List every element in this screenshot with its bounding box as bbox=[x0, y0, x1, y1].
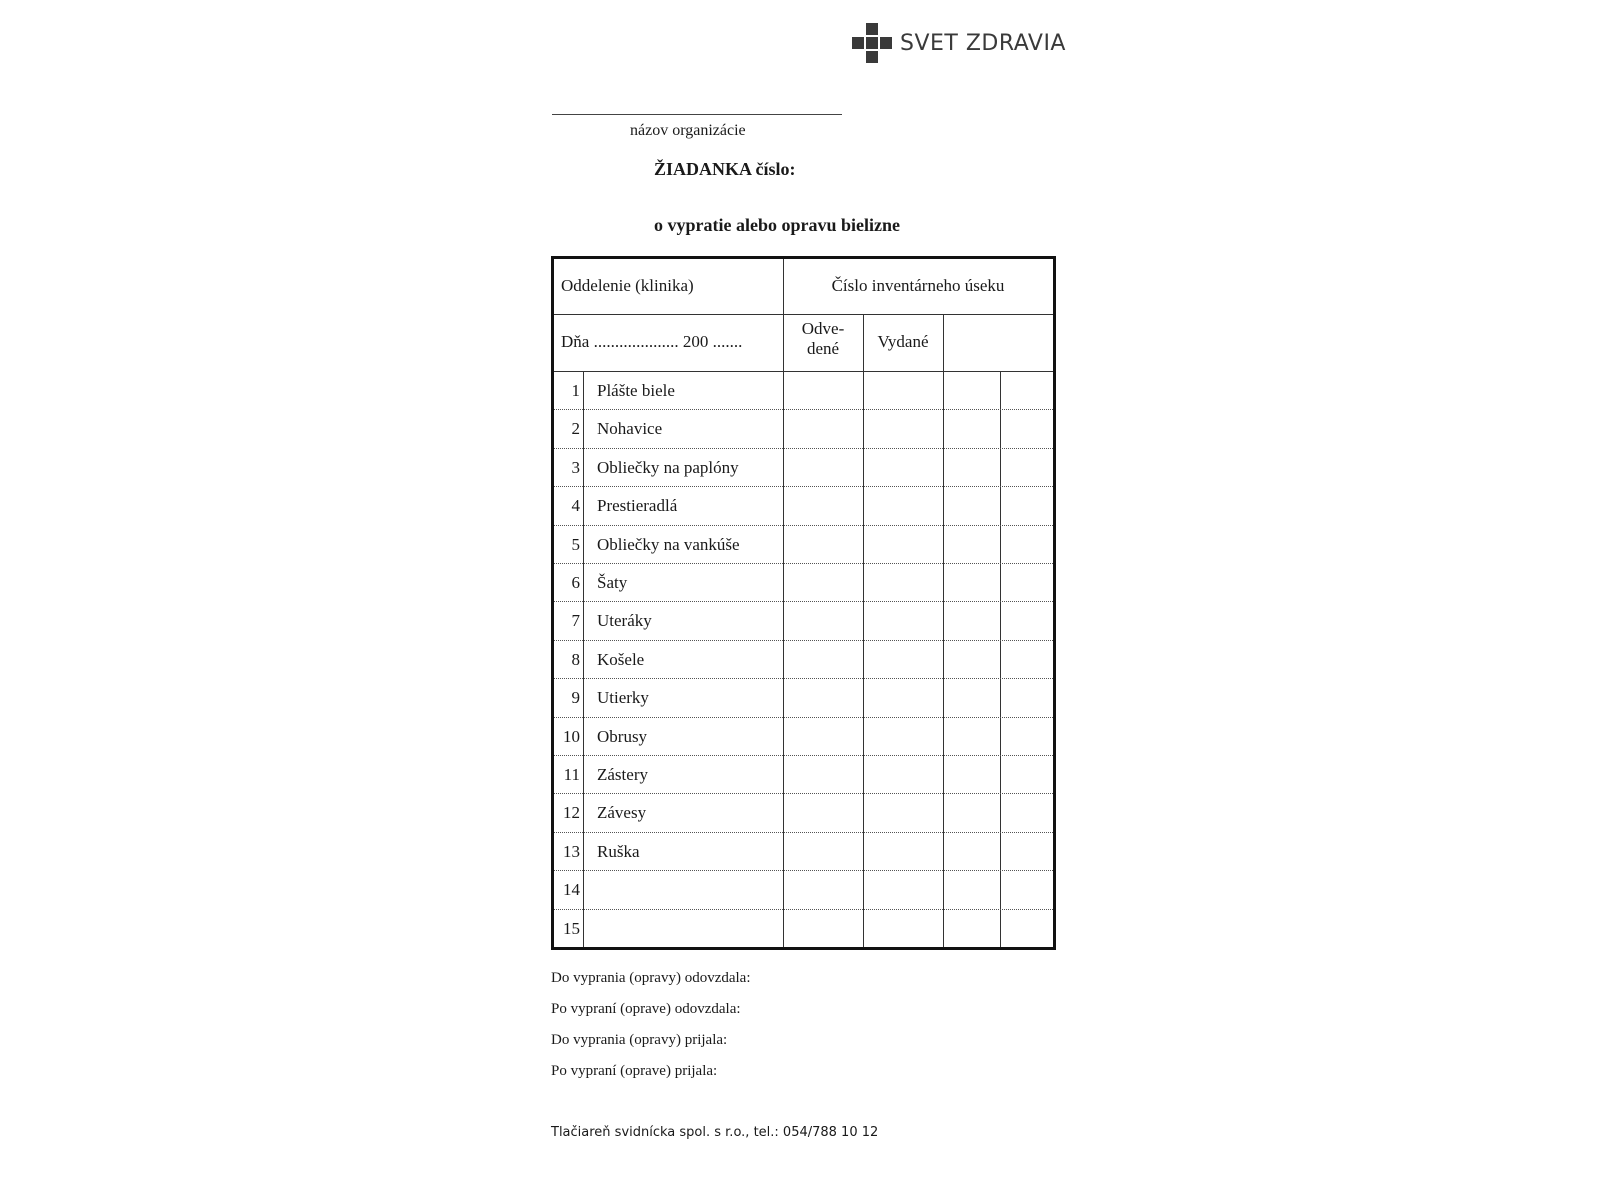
row-number: 2 bbox=[571, 419, 580, 439]
row-number: 4 bbox=[571, 496, 580, 516]
form-title: ŽIADANKA číslo: bbox=[654, 159, 796, 179]
signature-line: Do vyprania (opravy) odovzdala: bbox=[551, 970, 751, 986]
table-rule bbox=[583, 371, 584, 947]
request-table bbox=[551, 256, 1056, 950]
row-number: 6 bbox=[571, 573, 580, 592]
row-number: 12 bbox=[563, 803, 580, 823]
row-divider bbox=[554, 486, 1053, 487]
row-item-label: Zástery bbox=[597, 765, 648, 784]
row-number: 10 bbox=[563, 726, 580, 746]
plus-cross-icon bbox=[852, 23, 892, 63]
row-number: 1 bbox=[571, 381, 580, 400]
row-item-label: Šaty bbox=[597, 573, 628, 592]
row-item-label: Obrusy bbox=[597, 726, 648, 746]
row-number: 5 bbox=[571, 534, 580, 554]
row-divider bbox=[554, 640, 1053, 641]
row-divider bbox=[554, 563, 1053, 564]
row-item-label: Plášte biele bbox=[597, 381, 675, 400]
row-item-label: Obliečky na paplóny bbox=[597, 457, 739, 477]
signature-line: Po vypraní (oprave) odovzdala: bbox=[551, 1001, 741, 1017]
signature-line: Do vyprania (opravy) prijala: bbox=[551, 1032, 728, 1048]
printer-footer: Tlačiareň svidnícka spol. s r.o., tel.: 054/788 10 12 bbox=[551, 1125, 879, 1140]
signature-line: Po vypraní (oprave) prijala: bbox=[551, 1063, 718, 1079]
row-item-label: Obliečky na vankúše bbox=[597, 534, 740, 554]
brand-name: SVET ZDRAVIA bbox=[900, 30, 1066, 56]
row-divider bbox=[554, 525, 1053, 526]
row-number: 9 bbox=[571, 688, 580, 708]
row-item-label: Nohavice bbox=[597, 419, 663, 439]
row-item-label: Košele bbox=[597, 649, 645, 669]
row-number: 7 bbox=[571, 611, 580, 631]
row-number: 15 bbox=[563, 918, 580, 938]
row-number: 14 bbox=[563, 880, 580, 900]
row-divider bbox=[554, 832, 1053, 833]
table-rule bbox=[783, 259, 784, 947]
organization-name-line bbox=[552, 114, 842, 115]
table-rule bbox=[554, 371, 1053, 372]
row-divider bbox=[554, 601, 1053, 602]
row-divider bbox=[554, 870, 1053, 871]
row-item-label: Prestieradlá bbox=[597, 496, 678, 516]
row-divider bbox=[554, 793, 1053, 794]
brand-logo bbox=[852, 22, 1066, 64]
row-item-label: Utierky bbox=[597, 688, 649, 708]
row-number: 8 bbox=[571, 649, 580, 669]
header-date: Dňa .................... 200 ....... bbox=[561, 332, 743, 351]
row-item-label: Ruška bbox=[597, 841, 640, 861]
row-divider bbox=[554, 678, 1053, 679]
row-divider bbox=[554, 717, 1053, 718]
row-divider bbox=[554, 909, 1053, 910]
row-number: 3 bbox=[571, 457, 580, 477]
header-issued: Vydané bbox=[877, 332, 929, 351]
row-item-label: Uteráky bbox=[597, 611, 652, 631]
row-item-label: Závesy bbox=[597, 803, 647, 823]
row-number: 13 bbox=[563, 841, 580, 861]
table-rule bbox=[554, 314, 1053, 315]
header-inventory: Číslo inventárneho úseku bbox=[831, 276, 1005, 295]
row-divider bbox=[554, 448, 1053, 449]
organization-label: názov organizácie bbox=[630, 122, 746, 139]
header-delivered: Odve- dené bbox=[801, 319, 845, 358]
row-number: 11 bbox=[563, 765, 580, 784]
header-department: Oddelenie (klinika) bbox=[561, 276, 694, 295]
row-divider bbox=[554, 409, 1053, 410]
row-divider bbox=[554, 755, 1053, 756]
form-subtitle: o vypratie alebo opravu bielizne bbox=[654, 215, 900, 235]
table-rule bbox=[1000, 371, 1001, 947]
